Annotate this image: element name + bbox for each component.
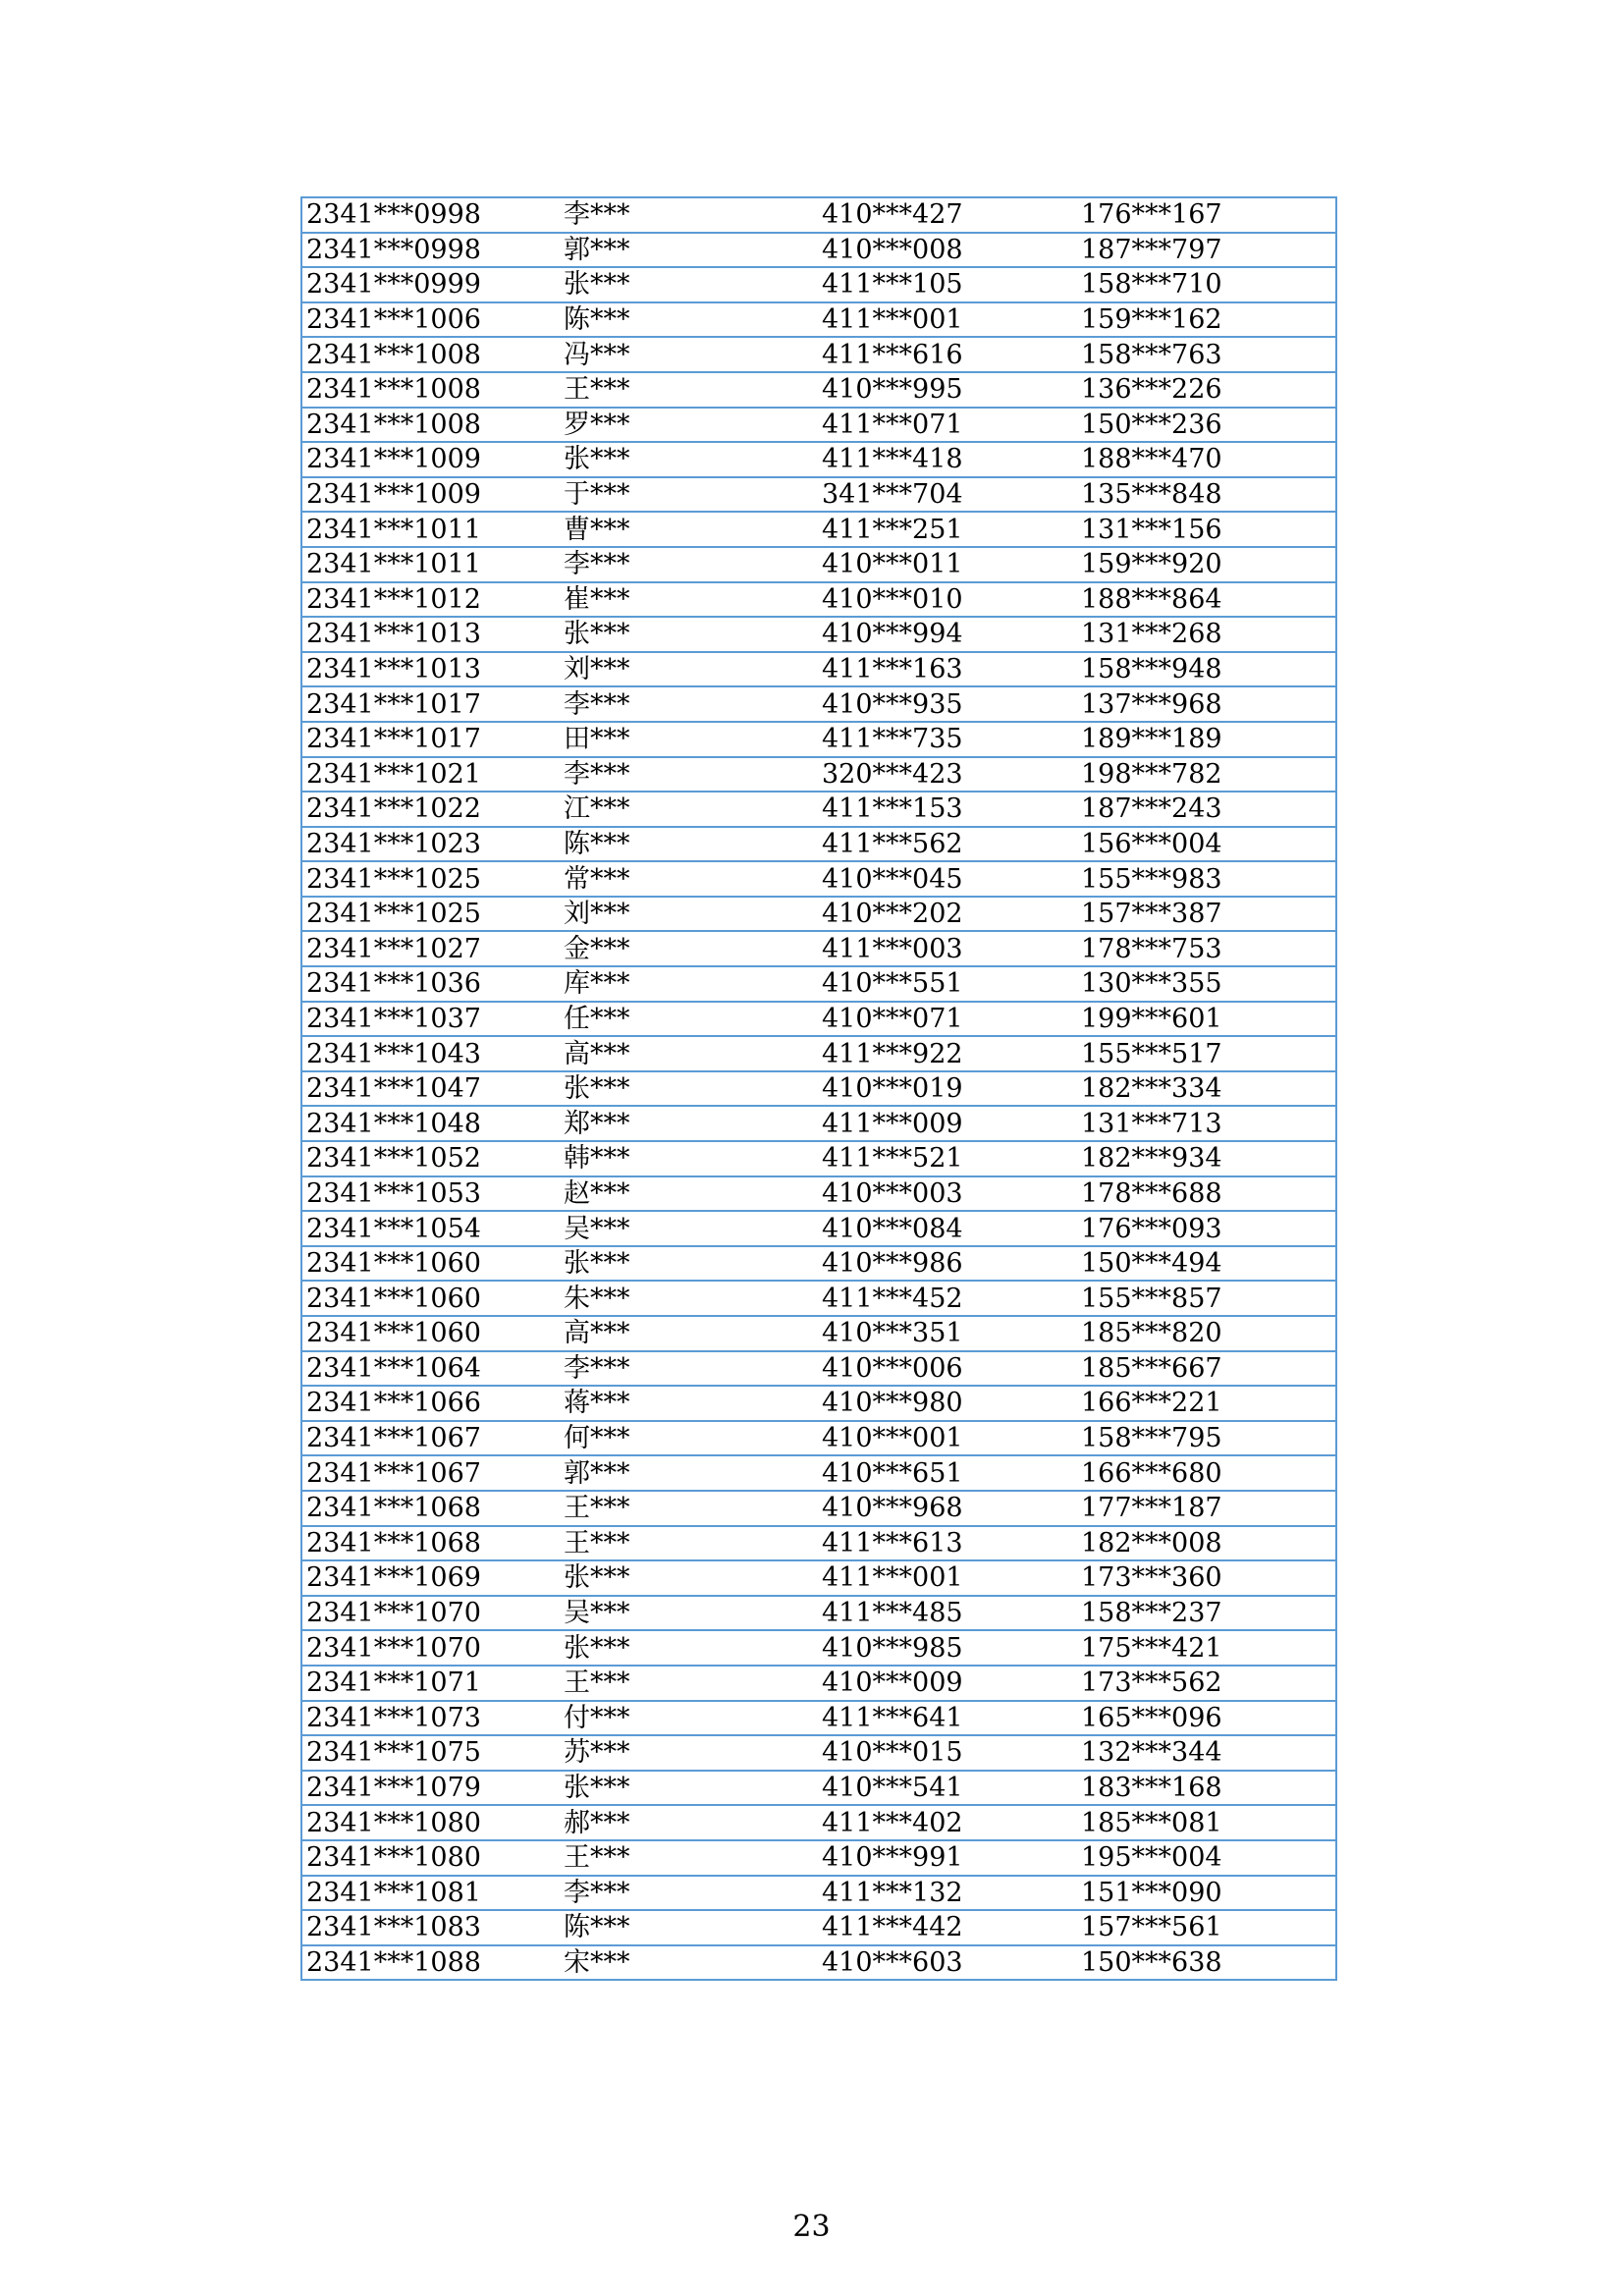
table-row xyxy=(301,931,1336,966)
id-number-cell: 411***442 xyxy=(818,1910,1077,1945)
name-cell: 崔*** xyxy=(560,582,818,618)
student-id-cell: 2341***1060 xyxy=(301,1281,560,1316)
table-row xyxy=(301,1596,1336,1631)
student-id-cell: 2341***1075 xyxy=(301,1735,560,1771)
name-cell: 任*** xyxy=(560,1002,818,1037)
table-row xyxy=(301,1805,1336,1840)
phone-cell: 185***667 xyxy=(1077,1351,1336,1387)
name-cell: 张*** xyxy=(560,617,818,652)
phone-cell: 185***820 xyxy=(1077,1316,1336,1351)
id-number-cell: 410***015 xyxy=(818,1735,1077,1771)
phone-cell: 150***638 xyxy=(1077,1945,1336,1981)
student-id-cell: 2341***1070 xyxy=(301,1596,560,1631)
phone-cell: 155***983 xyxy=(1077,861,1336,897)
id-number-cell: 411***003 xyxy=(818,931,1077,966)
name-cell: 李*** xyxy=(560,757,818,793)
phone-cell: 158***710 xyxy=(1077,267,1336,302)
phone-cell: 183***168 xyxy=(1077,1771,1336,1806)
phone-cell: 195***004 xyxy=(1077,1840,1336,1876)
student-id-cell: 2341***1083 xyxy=(301,1910,560,1945)
phone-cell: 150***236 xyxy=(1077,408,1336,443)
name-cell: 蒋*** xyxy=(560,1386,818,1421)
name-cell: 张*** xyxy=(560,1771,818,1806)
student-id-cell: 2341***0999 xyxy=(301,267,560,302)
table-row xyxy=(301,442,1336,477)
name-cell: 王*** xyxy=(560,1840,818,1876)
student-id-cell: 2341***1060 xyxy=(301,1246,560,1282)
table-row xyxy=(301,1526,1336,1561)
table-row xyxy=(301,233,1336,268)
phone-cell: 159***162 xyxy=(1077,302,1336,338)
name-cell: 吴*** xyxy=(560,1211,818,1246)
name-cell: 何*** xyxy=(560,1421,818,1456)
name-cell: 王*** xyxy=(560,372,818,408)
table-row xyxy=(301,408,1336,443)
id-number-cell: 410***084 xyxy=(818,1211,1077,1246)
phone-cell: 178***688 xyxy=(1077,1176,1336,1212)
phone-cell: 182***008 xyxy=(1077,1526,1336,1561)
id-number-cell: 411***009 xyxy=(818,1106,1077,1141)
phone-cell: 135***848 xyxy=(1077,477,1336,513)
id-number-cell: 410***427 xyxy=(818,197,1077,233)
student-id-cell: 2341***1069 xyxy=(301,1560,560,1596)
id-number-cell: 411***452 xyxy=(818,1281,1077,1316)
name-cell: 高*** xyxy=(560,1316,818,1351)
phone-cell: 166***221 xyxy=(1077,1386,1336,1421)
student-id-cell: 2341***1013 xyxy=(301,652,560,687)
student-id-cell: 2341***1068 xyxy=(301,1491,560,1526)
table-row xyxy=(301,897,1336,932)
table-row xyxy=(301,1560,1336,1596)
name-cell: 王*** xyxy=(560,1666,818,1701)
table-row xyxy=(301,1701,1336,1736)
id-number-cell: 411***641 xyxy=(818,1701,1077,1736)
id-number-cell: 410***009 xyxy=(818,1666,1077,1701)
id-number-cell: 410***991 xyxy=(818,1840,1077,1876)
name-cell: 李*** xyxy=(560,547,818,582)
name-cell: 张*** xyxy=(560,442,818,477)
phone-cell: 158***763 xyxy=(1077,337,1336,372)
phone-cell: 176***093 xyxy=(1077,1211,1336,1246)
id-number-cell: 410***935 xyxy=(818,686,1077,722)
table-row xyxy=(301,617,1336,652)
table-row xyxy=(301,197,1336,233)
name-cell: 刘*** xyxy=(560,652,818,687)
student-id-cell: 2341***0998 xyxy=(301,197,560,233)
id-number-cell: 411***418 xyxy=(818,442,1077,477)
table-row xyxy=(301,1071,1336,1107)
name-cell: 张*** xyxy=(560,1246,818,1282)
id-number-cell: 410***985 xyxy=(818,1630,1077,1666)
table-row xyxy=(301,827,1336,862)
phone-cell: 173***360 xyxy=(1077,1560,1336,1596)
student-id-cell: 2341***1073 xyxy=(301,1701,560,1736)
phone-cell: 132***344 xyxy=(1077,1735,1336,1771)
name-cell: 王*** xyxy=(560,1491,818,1526)
id-number-cell: 410***202 xyxy=(818,897,1077,932)
student-id-cell: 2341***1060 xyxy=(301,1316,560,1351)
name-cell: 赵*** xyxy=(560,1176,818,1212)
id-number-cell: 411***251 xyxy=(818,512,1077,547)
table-row xyxy=(301,1316,1336,1351)
table-row xyxy=(301,372,1336,408)
id-number-cell: 410***045 xyxy=(818,861,1077,897)
name-cell: 冯*** xyxy=(560,337,818,372)
name-cell: 曹*** xyxy=(560,512,818,547)
id-number-cell: 410***071 xyxy=(818,1002,1077,1037)
name-cell: 于*** xyxy=(560,477,818,513)
name-cell: 刘*** xyxy=(560,897,818,932)
phone-cell: 189***189 xyxy=(1077,722,1336,757)
id-number-cell: 411***562 xyxy=(818,827,1077,862)
phone-cell: 158***795 xyxy=(1077,1421,1336,1456)
name-cell: 李*** xyxy=(560,1876,818,1911)
id-number-cell: 411***521 xyxy=(818,1141,1077,1176)
phone-cell: 166***680 xyxy=(1077,1455,1336,1491)
phone-cell: 173***562 xyxy=(1077,1666,1336,1701)
student-id-cell: 2341***1088 xyxy=(301,1945,560,1981)
name-cell: 郭*** xyxy=(560,1455,818,1491)
name-cell: 江*** xyxy=(560,792,818,827)
name-cell: 郝*** xyxy=(560,1805,818,1840)
table-row xyxy=(301,686,1336,722)
phone-cell: 137***968 xyxy=(1077,686,1336,722)
name-cell: 郑*** xyxy=(560,1106,818,1141)
id-number-cell: 410***010 xyxy=(818,582,1077,618)
id-number-cell: 320***423 xyxy=(818,757,1077,793)
student-id-cell: 2341***1036 xyxy=(301,966,560,1002)
table-row xyxy=(301,1351,1336,1387)
id-number-cell: 341***704 xyxy=(818,477,1077,513)
id-number-cell: 410***003 xyxy=(818,1176,1077,1212)
phone-cell: 182***334 xyxy=(1077,1071,1336,1107)
phone-cell: 157***561 xyxy=(1077,1910,1336,1945)
phone-cell: 176***167 xyxy=(1077,197,1336,233)
name-cell: 李*** xyxy=(560,197,818,233)
id-number-cell: 411***922 xyxy=(818,1036,1077,1071)
phone-cell: 131***268 xyxy=(1077,617,1336,652)
student-id-cell: 2341***1008 xyxy=(301,372,560,408)
id-number-cell: 411***485 xyxy=(818,1596,1077,1631)
student-id-cell: 2341***1048 xyxy=(301,1106,560,1141)
id-number-cell: 411***616 xyxy=(818,337,1077,372)
phone-cell: 175***421 xyxy=(1077,1630,1336,1666)
table-row xyxy=(301,337,1336,372)
phone-cell: 185***081 xyxy=(1077,1805,1336,1840)
table-row xyxy=(301,267,1336,302)
table-row xyxy=(301,792,1336,827)
table-row xyxy=(301,1211,1336,1246)
name-cell: 张*** xyxy=(560,1560,818,1596)
student-id-cell: 2341***1009 xyxy=(301,442,560,477)
id-number-cell: 410***551 xyxy=(818,966,1077,1002)
table-row xyxy=(301,1455,1336,1491)
table-row xyxy=(301,1002,1336,1037)
student-id-cell: 2341***1053 xyxy=(301,1176,560,1212)
table-row xyxy=(301,1666,1336,1701)
student-id-cell: 2341***1079 xyxy=(301,1771,560,1806)
name-cell: 高*** xyxy=(560,1036,818,1071)
student-id-cell: 2341***1043 xyxy=(301,1036,560,1071)
id-number-cell: 411***613 xyxy=(818,1526,1077,1561)
phone-cell: 131***713 xyxy=(1077,1106,1336,1141)
student-id-cell: 2341***1025 xyxy=(301,897,560,932)
student-id-cell: 2341***1022 xyxy=(301,792,560,827)
student-id-cell: 2341***1017 xyxy=(301,722,560,757)
student-id-cell: 2341***1006 xyxy=(301,302,560,338)
table-row xyxy=(301,1421,1336,1456)
name-cell: 苏*** xyxy=(560,1735,818,1771)
id-number-cell: 410***995 xyxy=(818,372,1077,408)
phone-cell: 157***387 xyxy=(1077,897,1336,932)
phone-cell: 130***355 xyxy=(1077,966,1336,1002)
id-number-cell: 410***968 xyxy=(818,1491,1077,1526)
student-id-cell: 2341***1011 xyxy=(301,512,560,547)
table-row xyxy=(301,1771,1336,1806)
table-row xyxy=(301,582,1336,618)
name-cell: 金*** xyxy=(560,931,818,966)
table-row xyxy=(301,1281,1336,1316)
page-number: 23 xyxy=(792,2210,831,2244)
table-row xyxy=(301,1491,1336,1526)
id-number-cell: 410***980 xyxy=(818,1386,1077,1421)
id-number-cell: 410***986 xyxy=(818,1246,1077,1282)
student-id-cell: 2341***1027 xyxy=(301,931,560,966)
table-row xyxy=(301,1876,1336,1911)
phone-cell: 187***243 xyxy=(1077,792,1336,827)
phone-cell: 188***864 xyxy=(1077,582,1336,618)
phone-cell: 156***004 xyxy=(1077,827,1336,862)
table-row xyxy=(301,1036,1336,1071)
id-number-cell: 410***006 xyxy=(818,1351,1077,1387)
student-id-cell: 2341***1037 xyxy=(301,1002,560,1037)
table-row xyxy=(301,1386,1336,1421)
table-row xyxy=(301,861,1336,897)
table-row xyxy=(301,1735,1336,1771)
id-number-cell: 411***153 xyxy=(818,792,1077,827)
name-cell: 宋*** xyxy=(560,1945,818,1981)
table-row xyxy=(301,547,1336,582)
table-row xyxy=(301,1945,1336,1981)
name-cell: 付*** xyxy=(560,1701,818,1736)
id-number-cell: 411***001 xyxy=(818,302,1077,338)
id-number-cell: 411***132 xyxy=(818,1876,1077,1911)
phone-cell: 151***090 xyxy=(1077,1876,1336,1911)
table-row xyxy=(301,1141,1336,1176)
name-cell: 王*** xyxy=(560,1526,818,1561)
phone-cell: 131***156 xyxy=(1077,512,1336,547)
table-row xyxy=(301,1630,1336,1666)
id-number-cell: 411***105 xyxy=(818,267,1077,302)
student-id-cell: 2341***0998 xyxy=(301,233,560,268)
name-cell: 张*** xyxy=(560,267,818,302)
student-id-cell: 2341***1070 xyxy=(301,1630,560,1666)
phone-cell: 136***226 xyxy=(1077,372,1336,408)
phone-cell: 177***187 xyxy=(1077,1491,1336,1526)
table-row xyxy=(301,652,1336,687)
name-cell: 罗*** xyxy=(560,408,818,443)
phone-cell: 178***753 xyxy=(1077,931,1336,966)
phone-cell: 188***470 xyxy=(1077,442,1336,477)
table-row xyxy=(301,302,1336,338)
student-id-cell: 2341***1064 xyxy=(301,1351,560,1387)
student-id-cell: 2341***1025 xyxy=(301,861,560,897)
id-number-cell: 410***603 xyxy=(818,1945,1077,1981)
name-cell: 张*** xyxy=(560,1630,818,1666)
student-id-cell: 2341***1021 xyxy=(301,757,560,793)
table-row xyxy=(301,757,1336,793)
student-id-cell: 2341***1009 xyxy=(301,477,560,513)
id-number-cell: 411***163 xyxy=(818,652,1077,687)
student-id-cell: 2341***1066 xyxy=(301,1386,560,1421)
name-cell: 张*** xyxy=(560,1071,818,1107)
name-cell: 韩*** xyxy=(560,1141,818,1176)
id-number-cell: 410***994 xyxy=(818,617,1077,652)
records-table-body xyxy=(301,197,1336,1980)
student-id-cell: 2341***1013 xyxy=(301,617,560,652)
records-table xyxy=(300,196,1337,1981)
table-row xyxy=(301,477,1336,513)
phone-cell: 165***096 xyxy=(1077,1701,1336,1736)
phone-cell: 159***920 xyxy=(1077,547,1336,582)
id-number-cell: 411***071 xyxy=(818,408,1077,443)
student-id-cell: 2341***1067 xyxy=(301,1421,560,1456)
student-id-cell: 2341***1011 xyxy=(301,547,560,582)
table-row xyxy=(301,512,1336,547)
table-row xyxy=(301,1106,1336,1141)
table-row xyxy=(301,1176,1336,1212)
name-cell: 陈*** xyxy=(560,302,818,338)
name-cell: 李*** xyxy=(560,1351,818,1387)
student-id-cell: 2341***1023 xyxy=(301,827,560,862)
name-cell: 常*** xyxy=(560,861,818,897)
id-number-cell: 411***402 xyxy=(818,1805,1077,1840)
id-number-cell: 410***651 xyxy=(818,1455,1077,1491)
id-number-cell: 410***541 xyxy=(818,1771,1077,1806)
table-row xyxy=(301,966,1336,1002)
id-number-cell: 410***008 xyxy=(818,233,1077,268)
name-cell: 田*** xyxy=(560,722,818,757)
student-id-cell: 2341***1068 xyxy=(301,1526,560,1561)
name-cell: 陈*** xyxy=(560,1910,818,1945)
student-id-cell: 2341***1067 xyxy=(301,1455,560,1491)
phone-cell: 182***934 xyxy=(1077,1141,1336,1176)
phone-cell: 155***857 xyxy=(1077,1281,1336,1316)
table-row xyxy=(301,722,1336,757)
phone-cell: 158***948 xyxy=(1077,652,1336,687)
student-id-cell: 2341***1017 xyxy=(301,686,560,722)
phone-cell: 187***797 xyxy=(1077,233,1336,268)
id-number-cell: 410***019 xyxy=(818,1071,1077,1107)
name-cell: 库*** xyxy=(560,966,818,1002)
student-id-cell: 2341***1008 xyxy=(301,337,560,372)
table-row xyxy=(301,1910,1336,1945)
name-cell: 吴*** xyxy=(560,1596,818,1631)
phone-cell: 199***601 xyxy=(1077,1002,1336,1037)
name-cell: 郭*** xyxy=(560,233,818,268)
student-id-cell: 2341***1047 xyxy=(301,1071,560,1107)
phone-cell: 155***517 xyxy=(1077,1036,1336,1071)
phone-cell: 158***237 xyxy=(1077,1596,1336,1631)
student-id-cell: 2341***1012 xyxy=(301,582,560,618)
student-id-cell: 2341***1054 xyxy=(301,1211,560,1246)
student-id-cell: 2341***1071 xyxy=(301,1666,560,1701)
id-number-cell: 410***001 xyxy=(818,1421,1077,1456)
phone-cell: 198***782 xyxy=(1077,757,1336,793)
name-cell: 李*** xyxy=(560,686,818,722)
table-row xyxy=(301,1246,1336,1282)
student-id-cell: 2341***1080 xyxy=(301,1805,560,1840)
phone-cell: 150***494 xyxy=(1077,1246,1336,1282)
id-number-cell: 410***351 xyxy=(818,1316,1077,1351)
student-id-cell: 2341***1052 xyxy=(301,1141,560,1176)
id-number-cell: 411***001 xyxy=(818,1560,1077,1596)
name-cell: 陈*** xyxy=(560,827,818,862)
id-number-cell: 410***011 xyxy=(818,547,1077,582)
student-id-cell: 2341***1081 xyxy=(301,1876,560,1911)
student-id-cell: 2341***1080 xyxy=(301,1840,560,1876)
id-number-cell: 411***735 xyxy=(818,722,1077,757)
name-cell: 朱*** xyxy=(560,1281,818,1316)
table-row xyxy=(301,1840,1336,1876)
student-id-cell: 2341***1008 xyxy=(301,408,560,443)
